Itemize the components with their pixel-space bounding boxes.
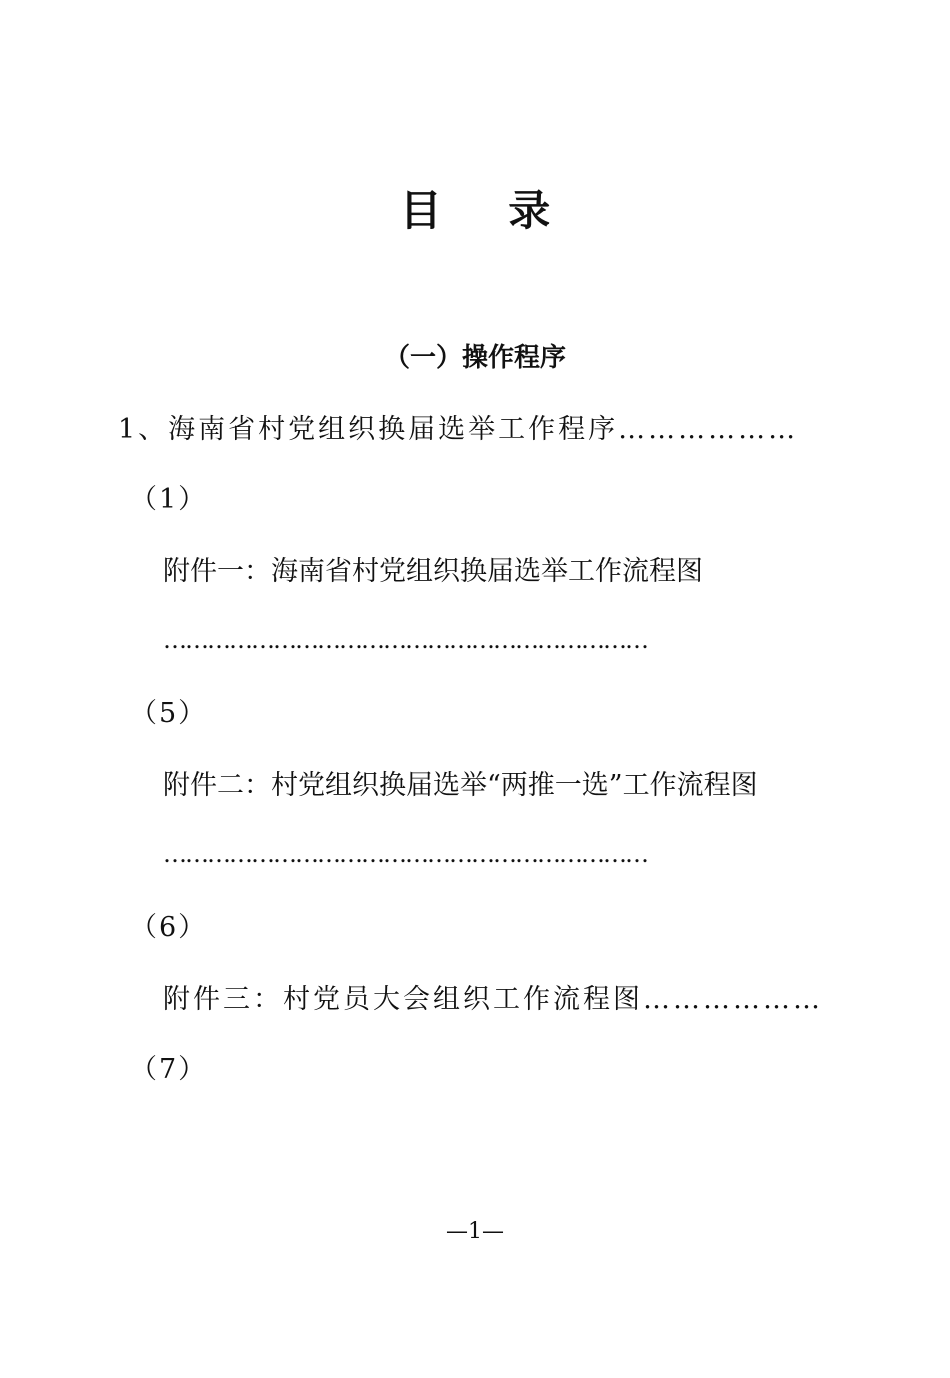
toc-entry-2-page: （5） (130, 698, 208, 729)
toc-entry-2-leader-dots: ………………………………………………………… (163, 626, 647, 654)
toc-entry-4-text: 附件三：村党员大会组织工作流程图……………… (163, 984, 823, 1015)
toc-entry-2-text: 附件一：海南省村党组织换届选举工作流程图 (163, 556, 703, 587)
page-number-footer: —1— (446, 1219, 504, 1244)
toc-entry-1-page: （1） (130, 484, 208, 515)
toc-entry-3-leader-dots: ………………………………………………………… (163, 840, 647, 868)
page-title: 目 录 (399, 186, 577, 235)
toc-entry-4-page: （7） (130, 1054, 208, 1085)
toc-entry-3-text: 附件二：村党组织换届选举“两推一选”工作流程图 (163, 770, 758, 801)
toc-entry-1-text: 1、海南省村党组织换届选举工作程序……………… (118, 414, 799, 445)
section-heading: （一）操作程序 (383, 343, 566, 373)
toc-entry-3-page: （6） (130, 912, 208, 943)
